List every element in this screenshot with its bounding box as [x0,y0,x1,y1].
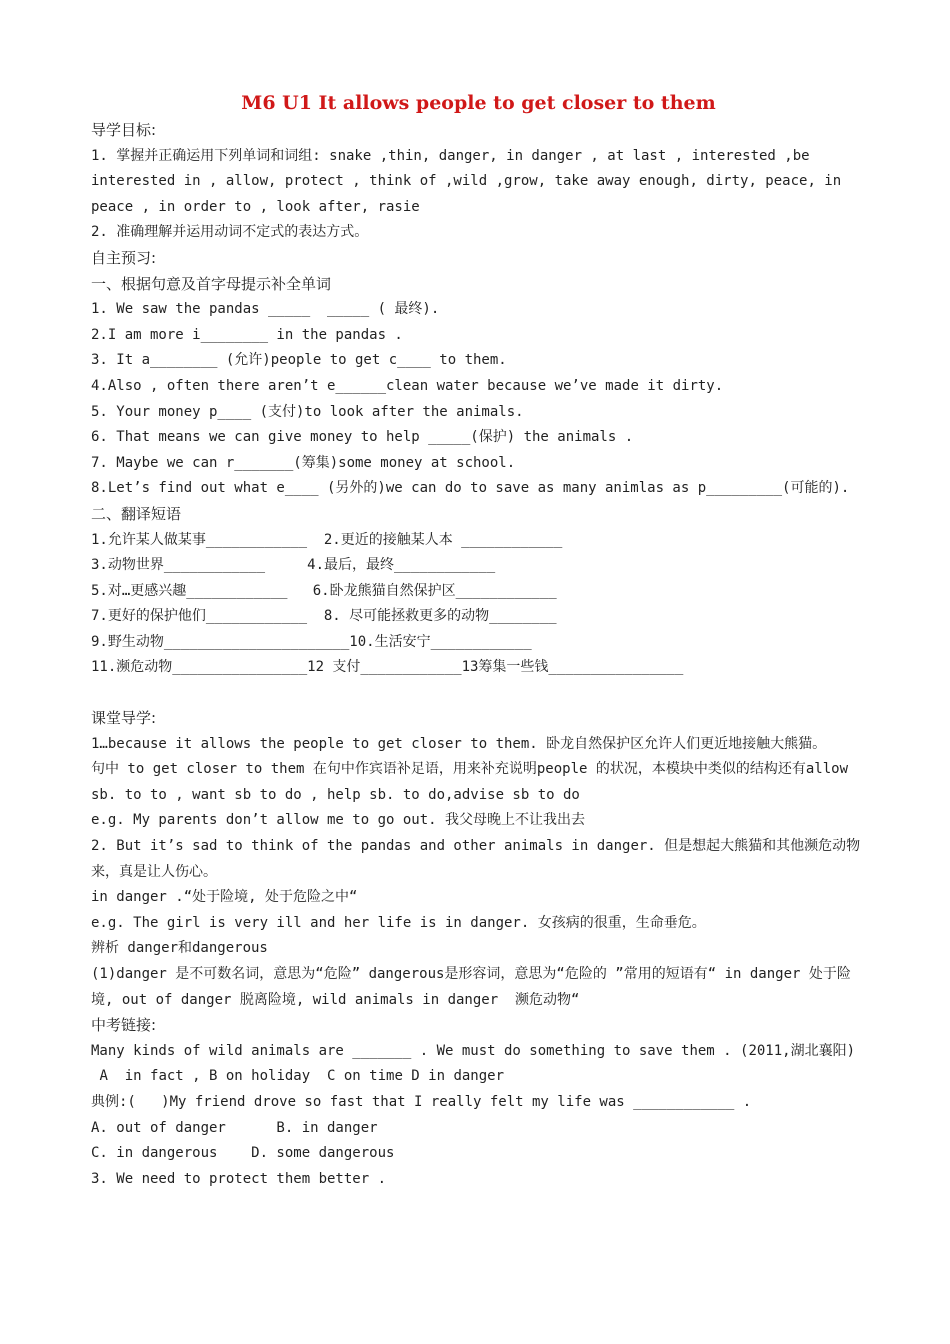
goals-heading: 导学目标: [91,121,157,139]
goals-item-1: 1. 掌握并正确运用下列单词和词组: snake ,thin, danger, in danger , at last , interested ,be interested in , allow, protect , think of ,wild ,grow, take away enough, dirty, peace, in peace , in order to , look after, rasie [91,147,850,215]
fill-in-item: 4.Also , often there aren’t e______clean water because we’ve made it dirty. [91,377,724,394]
classroom-line: e.g. My parents don’t allow me to go out. 我父母晚上不让我出去 [91,812,586,829]
classroom-line: Many kinds of wild animals are _______ . We must do something to save them . (2011,湖北襄阳) [91,1042,856,1059]
classroom-heading: 课堂导学: [91,709,157,728]
part1-heading: 一、根据句意及首字母提示补全单词 [91,274,332,293]
example-question: 典例:( )My friend drove so fast that I really felt my life was ____________ . [91,1093,752,1110]
classroom-line: 2. But it’s sad to think of the pandas and other animals in danger. 但是想起大熊猫和其他濒危动物来，真是让人伤心。 [91,838,861,880]
fill-in-item: 6. That means we can give money to help _____(保护) the animals . [91,429,634,446]
answer-options: A in fact , B on holiday C on time D in danger [91,1068,505,1085]
phrase-row: 5.对…更感兴趣____________ 6.卧龙熊猫自然保护区____________ [91,582,557,599]
phrase-row: 11.濒危动物________________12 支付____________13筹集一些钱________________ [91,659,684,676]
classroom-line: 句中 to get closer to them 在句中作宾语补足语，用来补充说明people 的状况，本模块中类似的结构还有allow sb. to to , want sb to do , help sb. to do,advise sb to do [91,761,857,803]
goals-item-2: 2. 准确理解并运用动词不定式的表达方式。 [91,224,369,241]
fill-in-item: 1. We saw the pandas _____ _____ ( 最终). [91,301,440,318]
classroom-line: 辨析 danger和dangerous [91,940,268,957]
answer-options: C. in dangerous D. some dangerous [91,1145,395,1162]
phrase-row: 3.动物世界____________ 4.最后，最终____________ [91,557,496,574]
classroom-line: in danger .“处于险境, 处于危险之中“ [91,889,358,906]
worksheet-page [91,92,866,1192]
fill-in-item: 5. Your money p____ (支付)to look after the animals. [91,403,524,420]
phrase-row: 7.更好的保护他们____________ 8. 尽可能拯救更多的动物________ [91,608,557,625]
fill-in-item: 3. It a________ (允许)people to get c____ to them. [91,352,507,369]
answer-options: A. out of danger B. in danger [91,1119,378,1136]
classroom-line: (1)danger 是不可数名词，意思为“危险” dangerous是形容词，意思为“危险的 ”常用的短语有“ in danger 处于险境, out of danger 脱离险境, wild animals in danger 濒危动物“ [91,966,851,1008]
part2-heading: 二、翻译短语 [91,504,182,523]
classroom-line: 3. We need to protect them better . [91,1170,387,1187]
spacer [91,681,866,706]
preview-heading: 自主预习: [91,248,157,267]
classroom-line: 1…because it allows the people to get closer to them. 卧龙自然保护区允许人们更近地接触大熊猫。 [91,735,827,752]
fill-in-item: 8.Let’s find out what e____ (另外的)we can do to save as many animlas as p_________(可能的). [91,480,850,497]
page-title: M6 U1 It allows people to get closer to them [241,92,716,114]
fill-in-item: 7. Maybe we can r_______(筹集)some money at school. [91,454,516,471]
exam-link-heading: 中考链接: [91,1016,157,1035]
phrase-row: 9.野生动物______________________10.生活安宁____________ [91,633,532,650]
fill-in-item: 2.I am more i________ in the pandas . [91,326,403,343]
classroom-line: e.g. The girl is very ill and her life is in danger. 女孩病的很重，生命垂危。 [91,914,706,931]
phrase-row: 1.允许某人做某事____________ 2.更近的接触某人本 ____________ [91,531,563,548]
